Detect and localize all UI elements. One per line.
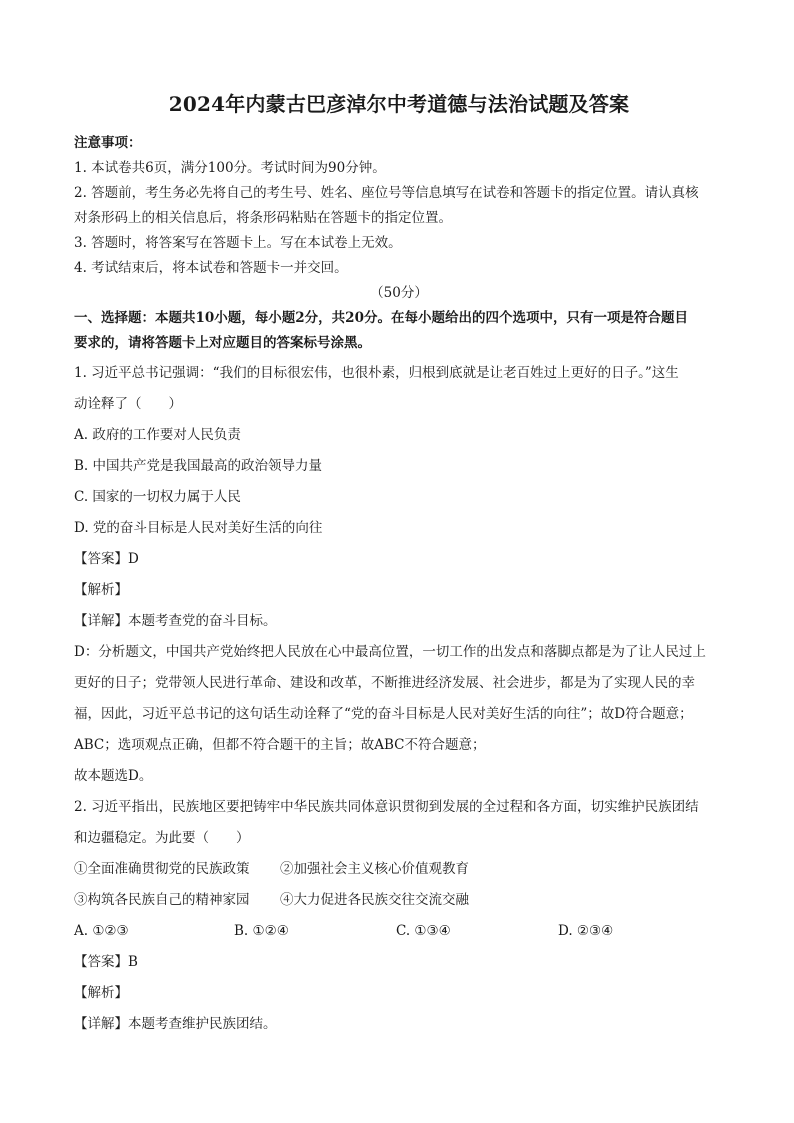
statement-1: ①全面准确贯彻党的民族政策 — [74, 861, 250, 877]
choice-a: A. ①②③ — [74, 923, 129, 939]
explanation-line: 故本题选D。 — [74, 768, 153, 784]
question-1 — [74, 358, 724, 792]
choice-c: C. ①③④ — [396, 923, 451, 939]
analysis-label: 【解析】 — [74, 985, 128, 1001]
question-2 — [74, 792, 724, 1040]
detail-label: 【详解】本题考查维护民族团结。 — [74, 1016, 277, 1032]
option-d: D. 党的奋斗目标是人民对美好生活的向往 — [74, 520, 323, 536]
notice-heading: 注意事项： — [74, 135, 142, 151]
document-title: 2024年内蒙古巴彦淖尔中考道德与法治试题及答案 — [168, 92, 630, 116]
detail-label: 【详解】本题考查党的奋斗目标。 — [74, 613, 277, 629]
section-heading — [74, 306, 724, 356]
question-stem: 1. 习近平总书记强调：“我们的目标很宏伟，也很朴素，归根到底就是让老百姓过上更好的日子。”这生 — [74, 365, 679, 381]
notice-section — [74, 131, 724, 306]
analysis-label: 【解析】 — [74, 582, 128, 598]
score-note: （50分） — [370, 285, 428, 301]
option-c: C. 国家的一切权力属于人民 — [74, 489, 241, 505]
notice-item: 对条形码上的相关信息后，将条形码粘贴在答题卡的指定位置。 — [74, 210, 452, 226]
question-stem: 2. 习近平指出，民族地区要把铸牢中华民族共同体意识贯彻到发展的全过程和各方面，切实维护民族团结 — [74, 799, 699, 815]
notice-item: 3. 答题时，将答案写在答题卡上。写在本试卷上无效。 — [74, 235, 402, 251]
explanation-line: 福，因此，习近平总书记的这句话生动诠释了“党的奋斗目标是人民对美好生活的向往”；故D符合题意； — [74, 706, 693, 722]
statement-row — [74, 854, 724, 885]
choice-row — [74, 916, 724, 947]
answer-label: 【答案】B — [74, 954, 138, 970]
statement-2: ②加强社会主义核心价值观教育 — [280, 861, 469, 877]
section-heading-line: 要求的，请将答题卡上对应题目的答案标号涂黑。 — [74, 335, 371, 351]
option-a: A. 政府的工作要对人民负责 — [74, 427, 241, 443]
choice-b: B. ①②④ — [234, 923, 289, 939]
notice-item: 2. 答题前，考生务必先将自己的考生号、姓名、座位号等信息填写在试卷和答题卡的指定位置。请认真核 — [74, 185, 699, 201]
answer-label: 【答案】D — [74, 551, 139, 567]
explanation-line: 更好的日子；党带领人民进行革命、建设和改革，不断推进经济发展、社会进步，都是为了实现人民的幸 — [74, 675, 695, 691]
section-heading-line: 一、选择题：本题共10小题，每小题2分，共20分。在每小题给出的四个选项中，只有一项是符合题目 — [74, 310, 688, 326]
choice-d: D. ②③④ — [558, 923, 614, 939]
question-stem: 和边疆稳定。为此要（ ） — [74, 830, 250, 846]
notice-item: 4. 考试结束后，将本试卷和答题卡一并交回。 — [74, 260, 348, 276]
explanation-line: ABC；选项观点正确，但都不符合题干的主旨；故ABC不符合题意； — [74, 737, 486, 753]
statement-4: ④大力促进各民族交往交流交融 — [280, 892, 469, 908]
option-b: B. 中国共产党是我国最高的政治领导力量 — [74, 458, 323, 474]
statement-row — [74, 885, 724, 916]
question-stem: 动诠释了（ ） — [74, 396, 182, 412]
document-page — [74, 88, 724, 1040]
notice-item: 1. 本试卷共6页，满分100分。考试时间为90分钟。 — [74, 160, 386, 176]
statement-3: ③构筑各民族自己的精神家园 — [74, 892, 250, 908]
explanation-line: D：分析题文，中国共产党始终把人民放在心中最高位置，一切工作的出发点和落脚点都是为了让人民过上 — [74, 644, 706, 660]
